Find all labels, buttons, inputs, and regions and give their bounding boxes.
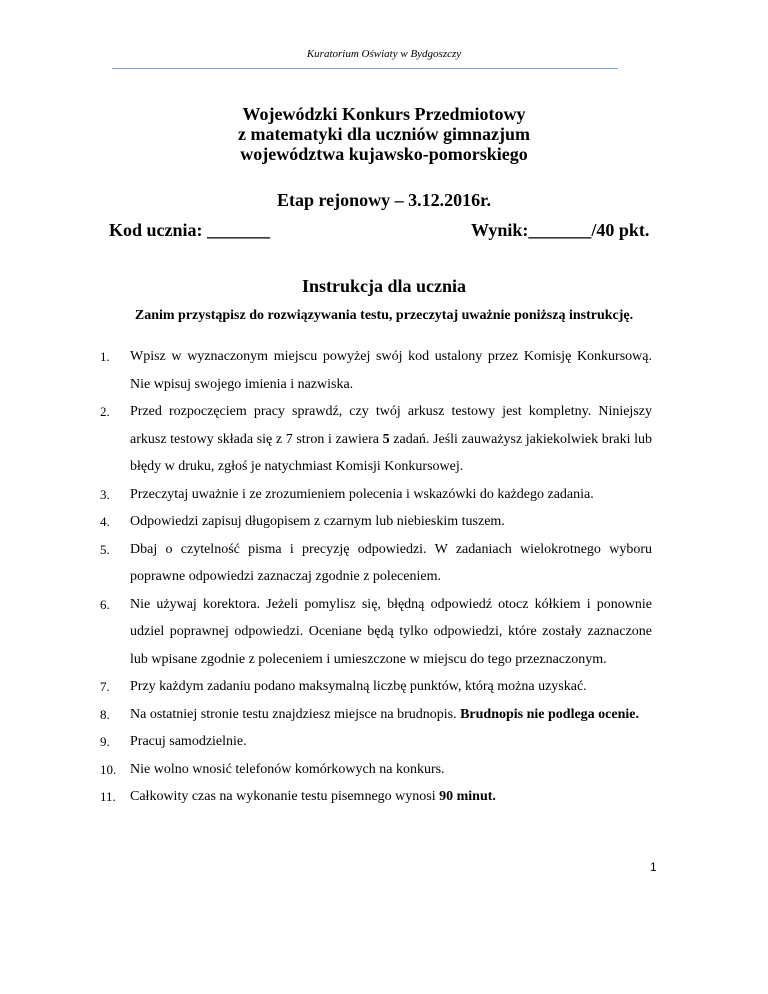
student-code-field: Kod ucznia: _______: [109, 220, 271, 240]
document-title: [0, 104, 768, 164]
item-text: Nie wolno wnosić telefonów komórkowych na konkurs.: [130, 761, 445, 777]
list-item: [100, 756, 652, 784]
list-item: [100, 701, 652, 729]
stage-date: Etap rejonowy – 3.12.2016r.: [276, 190, 491, 210]
item-number: 2.: [100, 404, 110, 419]
item-text: Przeczytaj uważnie i ze zrozumieniem polecenia i wskazówki do każdego zadania.: [130, 486, 594, 502]
score-field: Wynik:_______/40 pkt.: [471, 220, 650, 240]
item-text: Całkowity czas na wykonanie testu pisemnego wynosi: [130, 789, 440, 804]
item-text: Przed rozpoczęciem pracy sprawdź, czy twój arkusz testowy jest kompletny. Niniejszy arkusz testowy składa się z 7 stron i zawiera: [130, 404, 652, 447]
list-item: [100, 591, 652, 674]
list-item: [100, 536, 652, 591]
list-item: [100, 481, 652, 509]
item-number: 3.: [100, 486, 110, 502]
item-number: 10.: [100, 761, 117, 777]
item-text: Odpowiedzi zapisuj długopisem z czarnym lub niebieskim tuszem.: [130, 514, 505, 529]
list-item: [100, 673, 652, 701]
item-number: 4.: [100, 514, 110, 529]
item-number: 11.: [100, 789, 116, 804]
instructions-title: Instrukcja dla ucznia: [301, 276, 467, 296]
list-item: [100, 728, 652, 756]
item-number: 1.: [100, 349, 110, 364]
item-text: Wpisz w wyznaczonym miejscu powyżej swój kod ustalony przez Komisję Konkursową. Nie wpisuj swojego imienia i nazwiska.: [130, 349, 652, 392]
list-item: [100, 508, 652, 536]
item-text: Nie używaj korektora. Jeżeli pomylisz się, błędną odpowiedź otocz kółkiem i ponownie udziel poprawnej odpowiedzi. Oceniane będą tylko odpowiedzi, które zostały zaznaczone lub wpisane zgodnie z poleceniem i umieszczone w miejscu do tego przeznaczonym.: [130, 596, 652, 667]
item-bold: 90 minut.: [439, 789, 496, 804]
item-text: Pracuj samodzielnie.: [130, 734, 247, 749]
title-line-3: województwa kujawsko-pomorskiego: [240, 144, 528, 164]
header-organization: Kuratorium Oświaty w Bydgoszczy: [306, 48, 462, 60]
item-text: Na ostatniej stronie testu znajdziesz miejsce na brudnopis.: [130, 706, 461, 722]
item-bold: 5: [382, 431, 390, 447]
item-number: 5.: [100, 541, 110, 557]
list-item: [100, 783, 652, 811]
item-number: 9.: [100, 734, 110, 749]
instructions-list: [100, 343, 652, 811]
instructions-subtitle: Zanim przystąpisz do rozwiązywania testu, przeczytaj uważnie poniższą instrukcję.: [134, 308, 634, 323]
title-line-1: Wojewódzki Konkurs Przedmiotowy: [242, 104, 526, 124]
item-number: 6.: [100, 596, 110, 612]
list-item: [100, 343, 652, 398]
header-divider: [112, 68, 618, 69]
item-number: 7.: [100, 679, 110, 694]
title-line-2: z matematyki dla uczniów gimnazjum: [238, 124, 530, 144]
item-text: zadań. Jeśli zauważysz jakiekolwiek braki lub błędy w druku, zgłoś je natychmiast Komisji Konkursowej.: [130, 431, 653, 474]
item-bold: Brudnopis nie podlega ocenie.: [460, 706, 639, 722]
list-item: [100, 398, 652, 481]
item-number: 8.: [100, 706, 110, 722]
item-text: Dbaj o czytelność pisma i precyzję odpowiedzi. W zadaniach wielokrotnego wyboru poprawne odpowiedzi zaznaczaj zgodnie z poleceniem.: [130, 541, 652, 584]
item-text: Przy każdym zadaniu podano maksymalną liczbę punktów, którą można uzyskać.: [130, 679, 587, 694]
page-number: 1: [650, 860, 657, 874]
